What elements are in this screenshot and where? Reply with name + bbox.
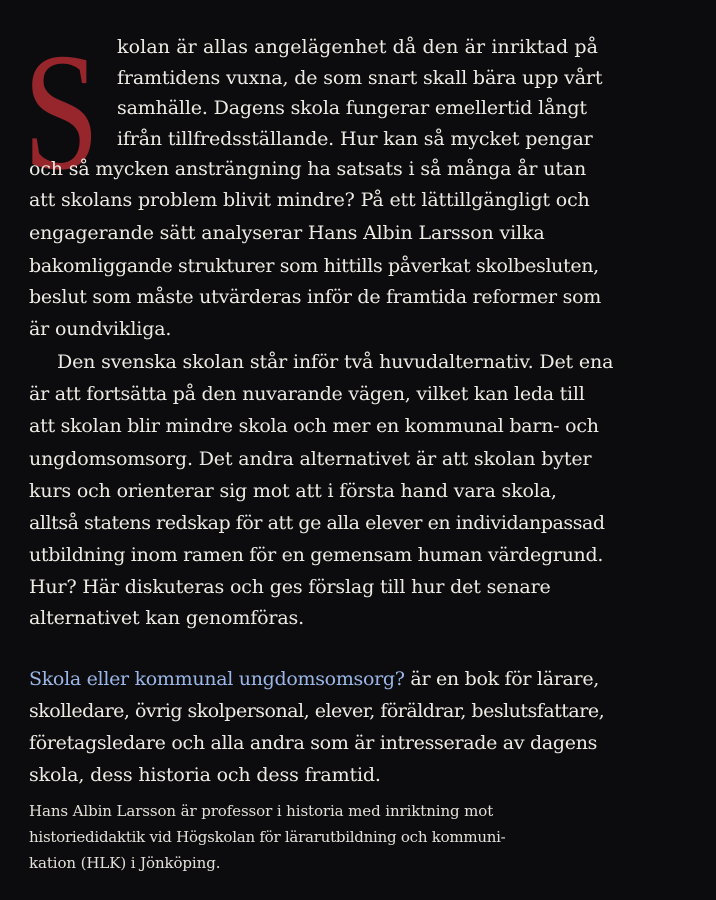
paragraph-3-first-line-rest: är en bok för lärare, (404, 668, 600, 690)
paragraph-1-line: beslut som måste utvärderas inför de framtida reformer som (29, 286, 602, 308)
paragraph-3-first-line (29, 670, 599, 689)
paragraph-2-line: utbildning inom ramen för en gemensam human värdegrund. (29, 544, 604, 566)
paragraph-2-line: att skolan blir mindre skola och mer en kommunal barn- och (29, 415, 599, 437)
paragraph-1-line: kolan är allas angelägenhet då den är inriktad på (117, 36, 599, 58)
paragraph-1-line: ifrån tillfredsställande. Hur kan så mycket pengar (117, 128, 593, 150)
paragraph-2-line: alltså statens redskap för att ge alla elever en individanpassad (29, 512, 605, 534)
author-bio-line: historiedidaktik vid Högskolan för lärarutbildning och kommuni- (29, 828, 506, 846)
paragraph-2-line: är att fortsätta på den nuvarande vägen, vilket kan leda till (29, 383, 585, 405)
paragraph-3-line: skola, dess historia och dess framtid. (29, 764, 381, 786)
author-bio-line: Hans Albin Larsson är professor i historia med inriktning mot (29, 802, 494, 820)
drop-cap-letter: S (23, 19, 100, 205)
paragraph-1-line: och så mycken ansträngning ha satsats i så många år utan (29, 158, 587, 180)
paragraph-2-line: ungdomsomsorg. Det andra alternativet är att skolan byter (29, 448, 592, 470)
paragraph-1-line: engagerande sätt analyserar Hans Albin Larsson vilka (29, 222, 545, 244)
paragraph-1-line: bakomliggande strukturer som hittills påverkat skolbesluten, (29, 255, 599, 277)
paragraph-2-line: Den svenska skolan står inför två huvudalternativ. Det ena (57, 351, 614, 373)
paragraph-2-line: Hur? Här diskuteras och ges förslag till hur det senare (29, 576, 551, 598)
paragraph-1-line: är oundvikliga. (29, 318, 172, 340)
author-bio-line: kation (HLK) i Jönköping. (29, 854, 221, 872)
book-title: Skola eller kommunal ungdomsomsorg? (29, 668, 405, 690)
paragraph-2-line: alternativet kan genomföras. (29, 607, 304, 629)
paragraph-2-line: kurs och orienterar sig mot att i första hand vara skola, (29, 480, 557, 502)
paragraph-1-line: framtidens vuxna, de som snart skall bära upp vårt (117, 67, 603, 89)
paragraph-3-line: företagsledare och alla andra som är intresserade av dagens (29, 732, 598, 754)
paragraph-1-line: att skolans problem blivit mindre? På ett lättillgängligt och (29, 189, 590, 211)
paragraph-1-line: samhälle. Dagens skola fungerar emellertid långt (117, 97, 587, 119)
paragraph-3-line: skolledare, övrig skolpersonal, elever, föräldrar, beslutsfattare, (29, 700, 605, 722)
